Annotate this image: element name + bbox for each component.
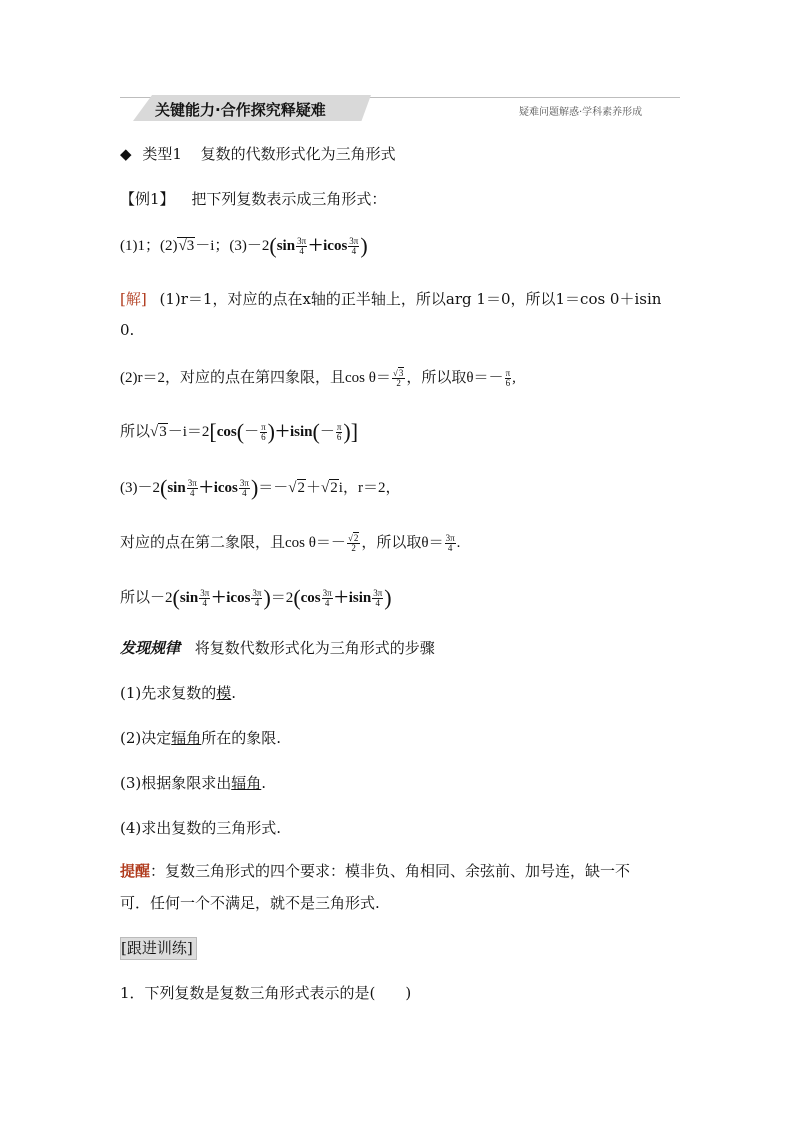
solution-tag: [解] xyxy=(120,290,147,308)
solution-p1: [解] (1)r＝1，对应的点在x轴的正半轴上，所以arg 1＝0，所以1＝cos 0＋isin xyxy=(120,290,662,308)
reminder-label: 提醒 xyxy=(120,862,151,880)
rule-title: 将复数代数形式化为三角形式的步骤 xyxy=(194,639,435,657)
section-title: 关键能力·合作探究释疑难 xyxy=(155,101,326,119)
question-1: 1．下列复数是复数三角形式表示的是( ) xyxy=(120,984,412,1002)
example-prompt: 把下列复数表示成三角形式： xyxy=(191,190,387,208)
diamond-bullet-icon: ◆ xyxy=(120,145,132,163)
reminder-line-1: 提醒：复数三角形式的四个要求：模非负、角相同、余弦前、加号连，缺一不 xyxy=(120,862,631,880)
rule-label: 发现规律 xyxy=(120,639,181,657)
practice-tag: [跟进训练] xyxy=(121,939,193,957)
type-heading xyxy=(120,144,396,164)
solution-p4: (3)－2(sin $\frac{3\pi}{4}$ ＋icos $\frac{3\pi}{4}$ )＝－√2＋√2i，r＝2， xyxy=(120,475,401,500)
solution-p6: 所以－2(sin $\frac{3\pi}{4}$ ＋icos $\frac{3\pi}{4}$ )＝2(cos $\frac{3\pi}{4}$ ＋isin $\frac{3\pi}{4}$ ) xyxy=(120,585,392,610)
example-line xyxy=(120,189,386,209)
solution-p5: 对应的点在第二象限，且cos θ＝－ $\frac{√2}{2}$ ，所以取θ＝ $\frac{3\pi}{4}$ . xyxy=(120,533,461,554)
reminder-line-2: 可．任何一个不满足，就不是三角形式. xyxy=(120,894,380,912)
rule-step-4: (4)求出复数的三角形式. xyxy=(120,819,282,837)
solution-p3: 所以√3－i＝2[cos(－ $\frac{\pi}{6}$ )＋isin(－ $\frac{\pi}{6}$ )] xyxy=(120,419,359,444)
example-tag: 【例1】 xyxy=(120,190,175,208)
rule-step-3: (3)根据象限求出辐角. xyxy=(120,774,267,792)
example-items: (1)1；(2)√3－i；(3)－2(sin $\frac{3\pi}{4}$ ＋icos $\frac{3\pi}{4}$ ) xyxy=(120,233,368,258)
rule-step-1: (1)先求复数的模. xyxy=(120,684,237,702)
rule-step-2: (2)决定辐角所在的象限. xyxy=(120,729,282,747)
solution-p2: (2)r＝2，对应的点在第四象限，且cos θ＝ $\frac{√3}{2}$ ，所以取θ＝－ $\frac{\pi}{6}$ , xyxy=(120,368,516,389)
rule-heading xyxy=(120,638,435,658)
section-subtitle: 疑难问题解惑·学科素养形成 xyxy=(519,107,643,118)
sqrt-radical: √3 xyxy=(178,238,195,254)
solution-p1-cont: 0. xyxy=(120,321,135,339)
type-title: 复数的代数形式化为三角形式 xyxy=(200,145,396,163)
type-label: 类型1 xyxy=(142,145,182,163)
